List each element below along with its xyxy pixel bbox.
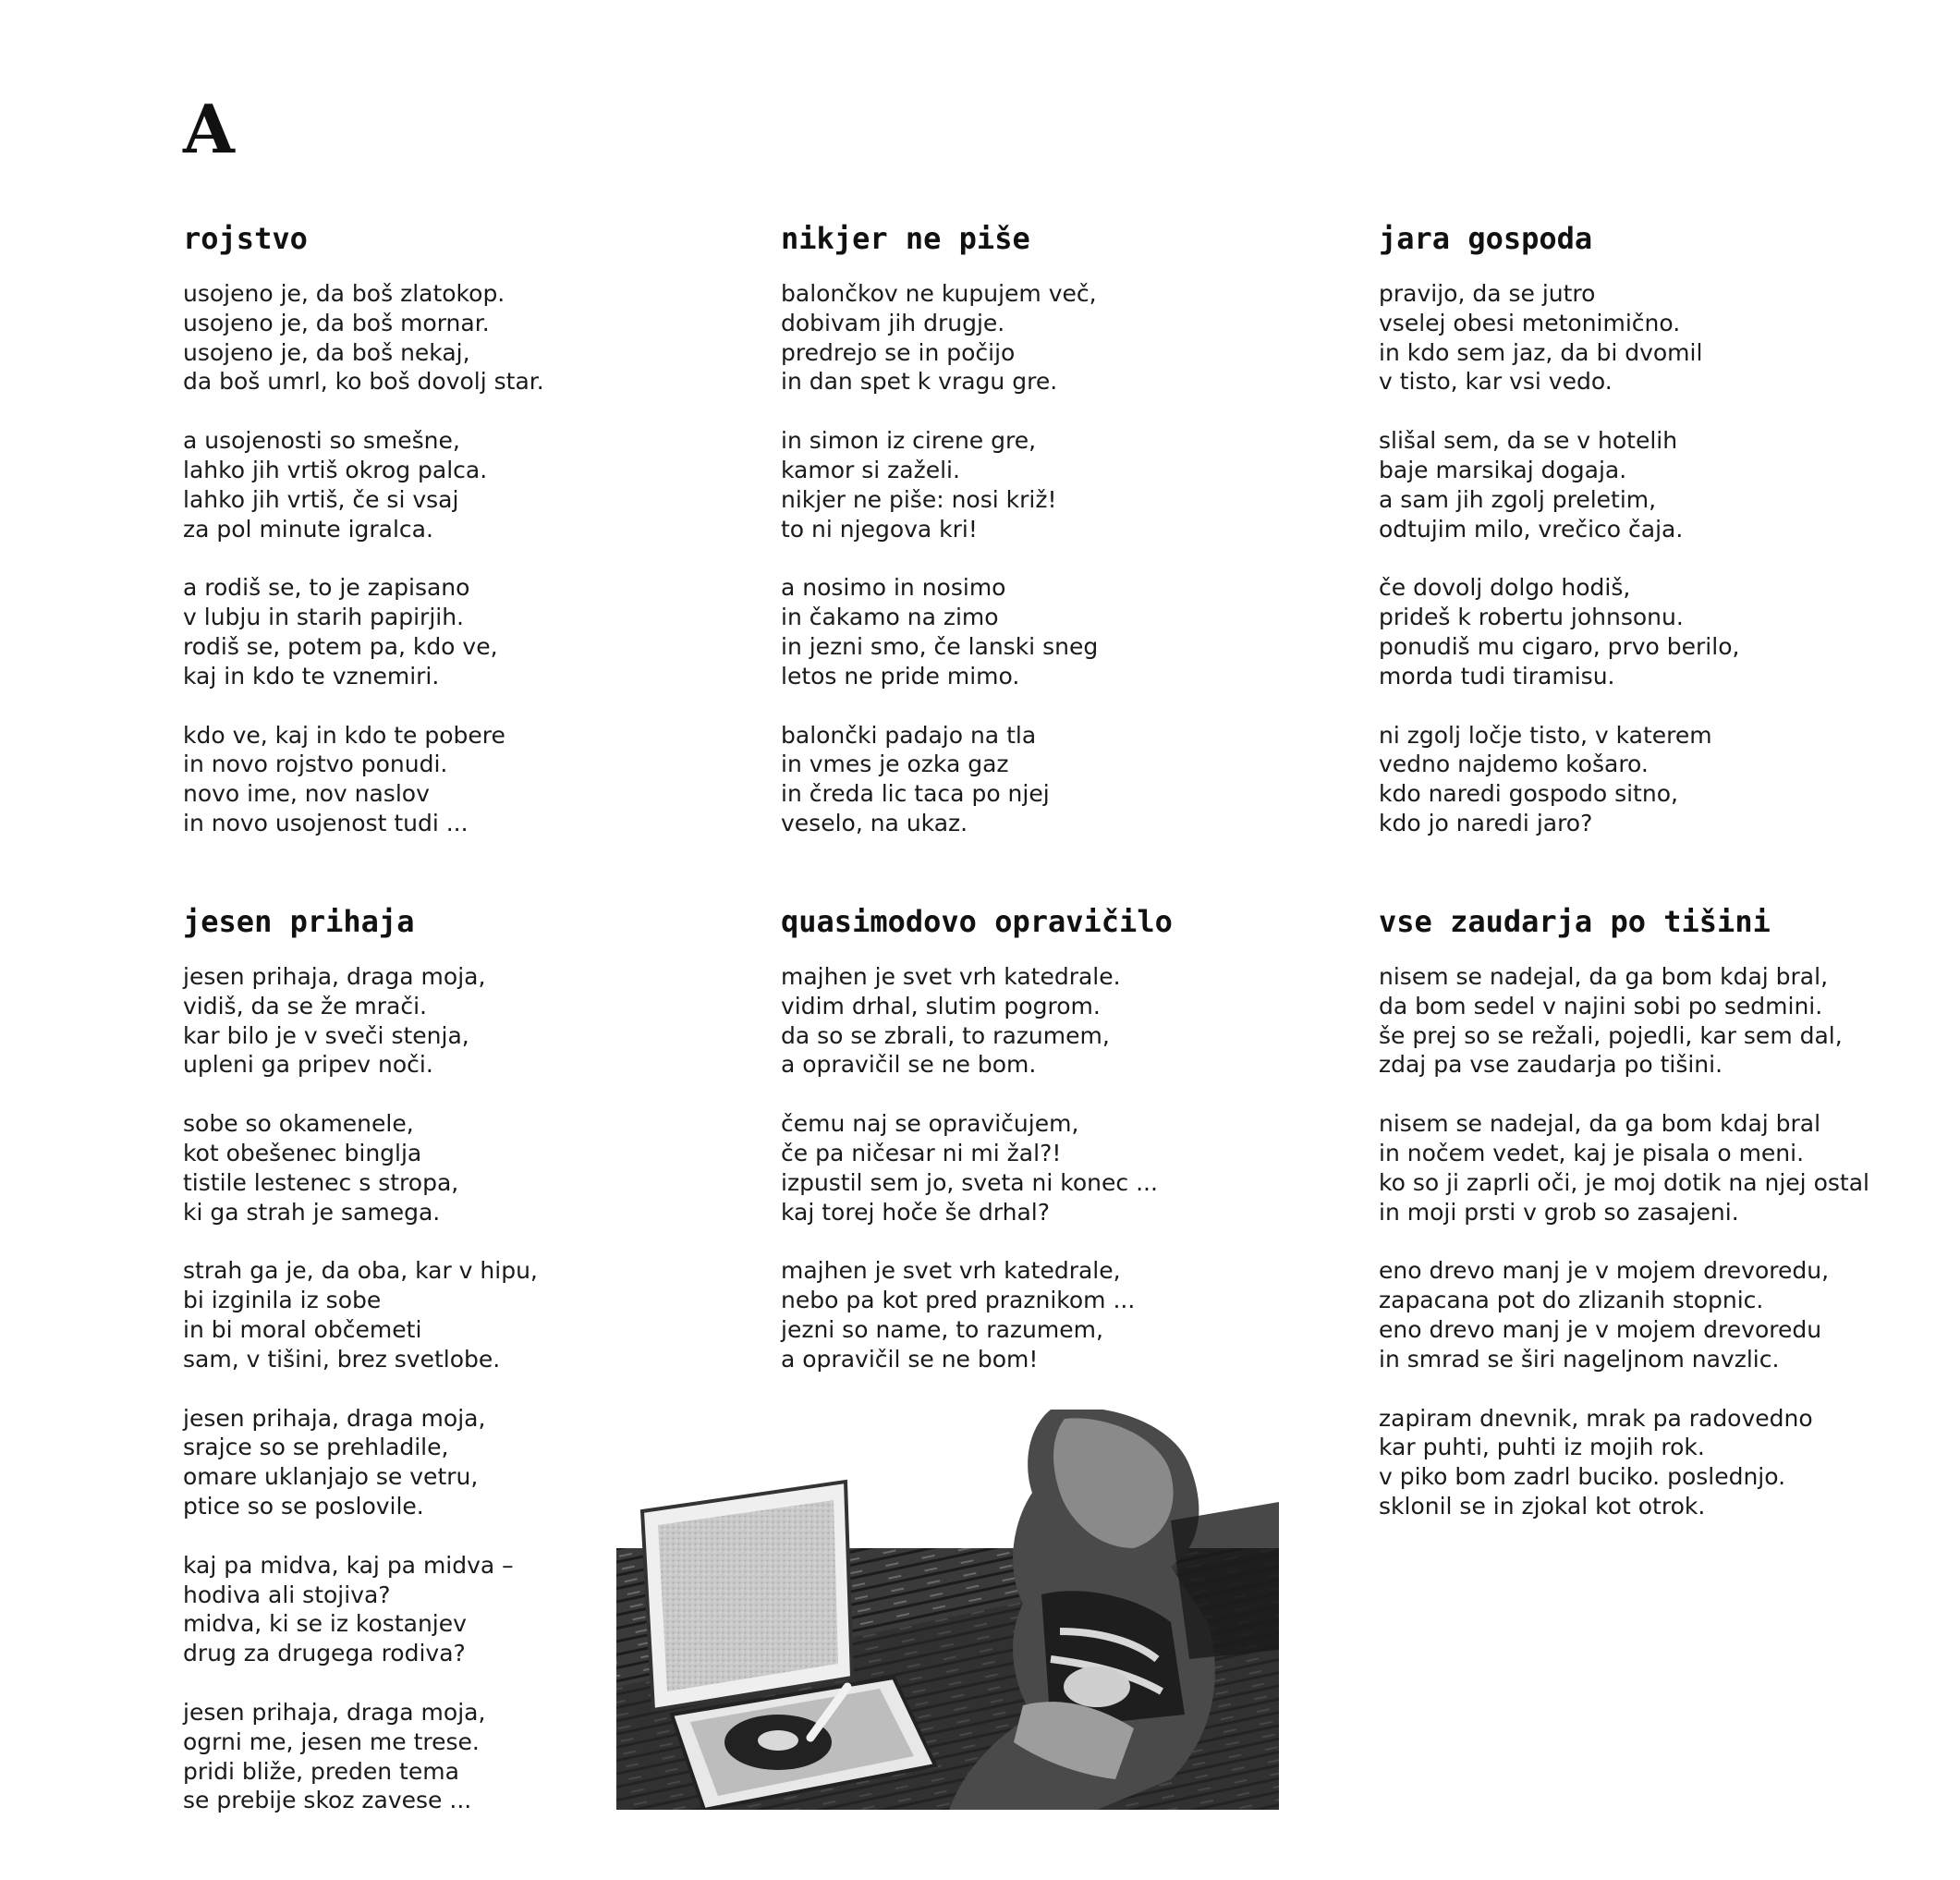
verse-line: kar puhti, puhti iz mojih rok. — [1379, 1434, 1705, 1461]
verse-line: srajce so se prehladile, — [183, 1434, 449, 1461]
verse-line: in kdo sem jaz, da bi dvomil — [1379, 338, 1703, 366]
verse-line: in čreda lic taca po njej — [781, 780, 1050, 808]
verse-line: lahko jih vrtiš okrog palca. — [183, 456, 488, 483]
verse-line: in jezni smo, če lanski sneg — [781, 632, 1099, 660]
verse-line: balončki padajo na tla — [781, 721, 1037, 749]
stanza — [781, 721, 1335, 838]
verse-line: čemu naj se opravičujem, — [781, 1110, 1079, 1138]
verse-line: rodiš se, potem pa, kdo ve, — [183, 632, 498, 660]
verse-line: kdo naredi gospodo sitno, — [1379, 780, 1678, 808]
verse-line: strah ga je, da oba, kar v hipu, — [183, 1257, 538, 1285]
verse-line: vidiš, da se že mrači. — [183, 992, 428, 1019]
verse-line: če pa ničesar ni mi žal?! — [781, 1139, 1062, 1166]
verse-line: ni zgolj ločje tisto, v katerem — [1379, 721, 1712, 749]
verse-line: kot obešenec binglja — [183, 1139, 422, 1166]
verse-line: v tisto, kar vsi vedo. — [1379, 368, 1613, 396]
poem-title: nikjer ne piše — [781, 221, 1030, 256]
verse-line: za pol minute igralca. — [183, 515, 433, 543]
verse-line: v lubju in starih papirjih. — [183, 604, 465, 631]
poem-title: jara gospoda — [1379, 221, 1593, 256]
poem-vse-zaudarja-po-tisini — [1379, 903, 1933, 1551]
stanza — [1379, 721, 1933, 838]
verse-line: slišal sem, da se v hotelih — [1379, 427, 1678, 455]
verse-line: tistile lestenec s stropa, — [183, 1168, 459, 1196]
verse-line: ki ga strah je samega. — [183, 1198, 441, 1226]
stanza — [781, 1256, 1335, 1373]
stanza — [1379, 279, 1933, 397]
verse-line: bi izginila iz sobe — [183, 1287, 382, 1314]
verse-line: a sam jih zgolj preletim, — [1379, 485, 1657, 513]
verse-line: upleni ga pripev noči. — [183, 1051, 433, 1079]
stanza — [183, 721, 737, 838]
verse-line: kdo jo naredi jaro? — [1379, 809, 1593, 836]
poem-jara-gospoda — [1379, 220, 1933, 868]
verse-line: nisem se nadejal, da ga bom kdaj bral — [1379, 1110, 1821, 1138]
verse-line: jesen prihaja, draga moja, — [183, 1404, 486, 1432]
verse-line: sklonil se in zjokal kot otrok. — [1379, 1492, 1706, 1520]
verse-line: midva, ki se iz kostanjev — [183, 1610, 467, 1638]
verse-line: nisem se nadejal, da ga bom kdaj bral, — [1379, 963, 1829, 990]
verse-line: pridi bliže, preden tema — [183, 1757, 459, 1785]
verse-line: dobivam jih drugje. — [781, 309, 1005, 336]
verse-line: omare uklanjajo se vetru, — [183, 1463, 479, 1491]
poem-rojstvo — [183, 220, 737, 868]
verse-line: se prebije skoz zavese ... — [183, 1787, 472, 1814]
verse-line: ponudiš mu cigaro, prvo berilo, — [1379, 632, 1740, 660]
stanza — [1379, 1109, 1933, 1227]
verse-line: jesen prihaja, draga moja, — [183, 963, 486, 990]
verse-line: in smrad se širi nageljnom navzlic. — [1379, 1345, 1780, 1373]
poem-title: jesen prihaja — [183, 904, 415, 939]
verse-line: veselo, na ukaz. — [781, 809, 968, 836]
stanza — [183, 1256, 737, 1373]
verse-line: izpustil sem jo, sveta ni konec ... — [781, 1168, 1158, 1196]
verse-line: da boš umrl, ko boš dovolj star. — [183, 368, 544, 396]
record-player-photo — [616, 1410, 1279, 1810]
verse-line: a opravičil se ne bom! — [781, 1345, 1039, 1373]
verse-line: da bom sedel v najini sobi po sedmini. — [1379, 992, 1823, 1019]
poem-nikjer-ne-pise — [781, 220, 1335, 868]
verse-line: jesen prihaja, draga moja, — [183, 1698, 486, 1726]
verse-line: vidim drhal, slutim pogrom. — [781, 992, 1101, 1019]
section-letter: A — [183, 90, 235, 168]
verse-line: ptice so se poslovile. — [183, 1492, 424, 1520]
poem-title: rojstvo — [183, 221, 308, 256]
verse-line: in novo rojstvo ponudi. — [183, 751, 448, 778]
verse-line: in moji prsti v grob so zasajeni. — [1379, 1198, 1739, 1226]
verse-line: predrejo se in počijo — [781, 338, 1016, 366]
stanza — [1379, 573, 1933, 690]
stanza — [1379, 426, 1933, 543]
stanza — [781, 426, 1335, 543]
verse-line: nikjer ne piše: nosi križ! — [781, 485, 1057, 513]
verse-line: zdaj pa vse zaudarja po tišini. — [1379, 1051, 1723, 1079]
verse-line: a opravičil se ne bom. — [781, 1051, 1037, 1079]
verse-line: ko so ji zaprli oči, je moj dotik na njej ostal — [1379, 1168, 1869, 1196]
stanza — [1379, 1256, 1933, 1373]
poem-title: quasimodovo opravičilo — [781, 904, 1173, 939]
stanza — [1379, 1404, 1933, 1521]
verse-line: kdo ve, kaj in kdo te pobere — [183, 721, 505, 749]
verse-line: vedno najdemo košaro. — [1379, 751, 1649, 778]
verse-line: letos ne pride mimo. — [781, 662, 1020, 690]
verse-line: vselej obesi metonimično. — [1379, 309, 1681, 336]
verse-line: kaj torej hoče še drhal? — [781, 1198, 1051, 1226]
verse-line: in vmes je ozka gaz — [781, 751, 1009, 778]
verse-line: kaj pa midva, kaj pa midva – — [183, 1551, 514, 1579]
stanza — [183, 573, 737, 690]
verse-line: in bi moral občemeti — [183, 1315, 422, 1343]
verse-line: in novo usojenost tudi ... — [183, 809, 469, 836]
verse-line: prideš k robertu johnsonu. — [1379, 604, 1684, 631]
verse-line: še prej so se režali, pojedli, kar sem dal, — [1379, 1021, 1843, 1049]
verse-line: in simon iz cirene gre, — [781, 427, 1037, 455]
verse-line: usojeno je, da boš nekaj, — [183, 338, 470, 366]
stanza — [183, 279, 737, 397]
verse-line: če dovolj dolgo hodiš, — [1379, 574, 1631, 602]
verse-line: lahko jih vrtiš, če si vsaj — [183, 485, 459, 513]
verse-line: kamor si zaželi. — [781, 456, 960, 483]
verse-line: usojeno je, da boš zlatokop. — [183, 280, 505, 307]
stanza — [781, 1109, 1335, 1227]
verse-line: baje marsikaj dogaja. — [1379, 456, 1627, 483]
stanza — [781, 279, 1335, 397]
verse-line: odtujim milo, vrečico čaja. — [1379, 515, 1684, 543]
verse-line: eno drevo manj je v mojem drevoredu, — [1379, 1257, 1830, 1285]
verse-line: a rodiš se, to je zapisano — [183, 574, 470, 602]
verse-line: a usojenosti so smešne, — [183, 427, 460, 455]
verse-line: kar bilo je v sveči stenja, — [183, 1021, 469, 1049]
verse-line: ogrni me, jesen me trese. — [183, 1727, 480, 1755]
verse-line: drug za drugega rodiva? — [183, 1640, 466, 1667]
verse-line: sobe so okamenele, — [183, 1110, 414, 1138]
verse-line: zapiram dnevnik, mrak pa radovedno — [1379, 1404, 1813, 1432]
verse-line: majhen je svet vrh katedrale. — [781, 963, 1121, 990]
verse-line: kaj in kdo te vznemiri. — [183, 662, 440, 690]
stanza — [183, 1109, 737, 1227]
verse-line: usojeno je, da boš mornar. — [183, 309, 490, 336]
verse-line: da so se zbrali, to razumem, — [781, 1021, 1110, 1049]
stanza — [183, 962, 737, 1080]
verse-line: majhen je svet vrh katedrale, — [781, 1257, 1121, 1285]
verse-line: a nosimo in nosimo — [781, 574, 1006, 602]
verse-line: in čakamo na zimo — [781, 604, 999, 631]
verse-line: hodiva ali stojiva? — [183, 1581, 391, 1608]
stanza — [781, 573, 1335, 690]
verse-line: to ni njegova kri! — [781, 515, 978, 543]
verse-line: jezni so name, to razumem, — [781, 1315, 1103, 1343]
verse-line: in dan spet k vragu gre. — [781, 368, 1058, 396]
verse-line: nebo pa kot pred praznikom ... — [781, 1287, 1136, 1314]
poem-title: vse zaudarja po tišini — [1379, 904, 1771, 939]
verse-line: in nočem vedet, kaj je pisala o meni. — [1379, 1139, 1805, 1166]
verse-line: eno drevo manj je v mojem drevoredu — [1379, 1315, 1822, 1343]
verse-line: v piko bom zadrl buciko. poslednjo. — [1379, 1463, 1786, 1491]
verse-line: zapacana pot do zlizanih stopnic. — [1379, 1287, 1764, 1314]
verse-line: morda tudi tiramisu. — [1379, 662, 1615, 690]
stanza — [183, 426, 737, 543]
verse-line: balončkov ne kupujem več, — [781, 280, 1097, 307]
verse-line: novo ime, nov naslov — [183, 780, 430, 808]
verse-line: sam, v tišini, brez svetlobe. — [183, 1345, 501, 1373]
poem-quasimodovo-opravicilo — [781, 903, 1335, 1404]
verse-line: pravijo, da se jutro — [1379, 280, 1596, 307]
stanza — [781, 962, 1335, 1080]
stanza — [1379, 962, 1933, 1080]
